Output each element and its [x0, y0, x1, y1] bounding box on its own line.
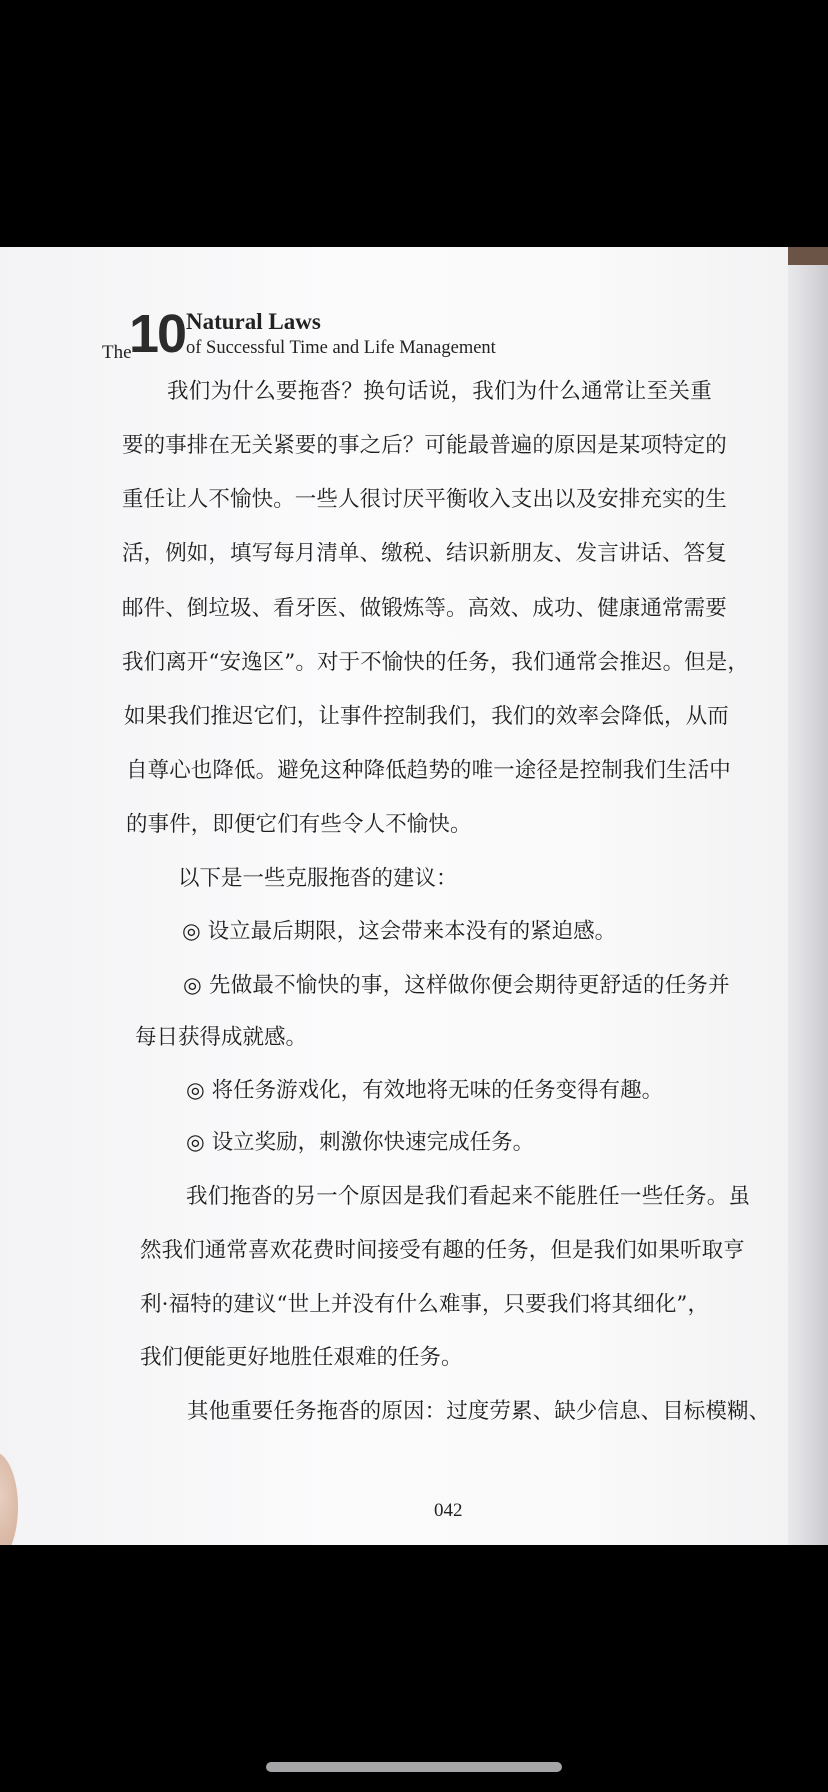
header-the: The	[102, 342, 132, 363]
header-subtitle: of Successful Time and Life Management	[186, 338, 496, 358]
header-ten: 10	[129, 304, 186, 364]
body-line: 我们拖沓的另一个原因是我们看起来不能胜任一些任务。虽	[186, 1184, 751, 1209]
body-line: 活，例如，填写每月清单、缴税、结识新朋友、发言讲话、答复	[122, 541, 727, 566]
bullet-item: ◎ 设立奖励，刺激你快速完成任务。	[186, 1130, 535, 1155]
page-edge-shadow	[788, 247, 828, 265]
body-line: 邮件、倒垃圾、看牙医、做锻炼等。高效、成功、健康通常需要	[122, 596, 727, 621]
body-line: 如果我们推迟它们，让事件控制我们，我们的效率会降低，从而	[124, 704, 729, 729]
body-line: 我们为什么要拖沓？换句话说，我们为什么通常让至关重	[167, 379, 713, 404]
body-line: 我们离开“安逸区”。对于不愉快的任务，我们通常会推迟。但是，	[122, 650, 749, 675]
book-page-photo	[0, 247, 828, 1545]
body-line: 重任让人不愉快。一些人很讨厌平衡收入支出以及安排充实的生	[122, 487, 727, 512]
thumb	[0, 1452, 18, 1545]
home-indicator[interactable]	[266, 1762, 562, 1772]
body-line: 以下是一些克服拖沓的建议：	[178, 866, 458, 891]
bullet-item: ◎ 设立最后期限，这会带来本没有的紧迫感。	[182, 919, 617, 944]
body-line: 然我们通常喜欢花费时间接受有趣的任务，但是我们如果听取亨	[140, 1238, 745, 1263]
header-natural-laws: Natural Laws	[186, 309, 321, 334]
bullet-item: ◎ 先做最不愉快的事，这样做你便会期待更舒适的任务并	[183, 973, 730, 998]
bullet-item: ◎ 将任务游戏化，有效地将无味的任务变得有趣。	[186, 1078, 664, 1103]
body-line: 每日获得成就感。	[135, 1025, 308, 1050]
body-line: 其他重要任务拖沓的原因：过度劳累、缺少信息、目标模糊、	[187, 1399, 771, 1424]
body-line: 我们便能更好地胜任艰难的任务。	[140, 1345, 463, 1370]
page-number: 042	[434, 1500, 463, 1521]
page-edge	[788, 247, 828, 1545]
body-line: 要的事排在无关紧要的事之后？可能最普遍的原因是某项特定的	[122, 433, 727, 458]
body-line: 自尊心也降低。避免这种降低趋势的唯一途径是控制我们生活中	[126, 758, 731, 783]
body-line: 利·福特的建议“世上并没有什么难事，只要我们将其细化”，	[140, 1292, 710, 1317]
body-line: 的事件，即便它们有些令人不愉快。	[126, 812, 472, 837]
